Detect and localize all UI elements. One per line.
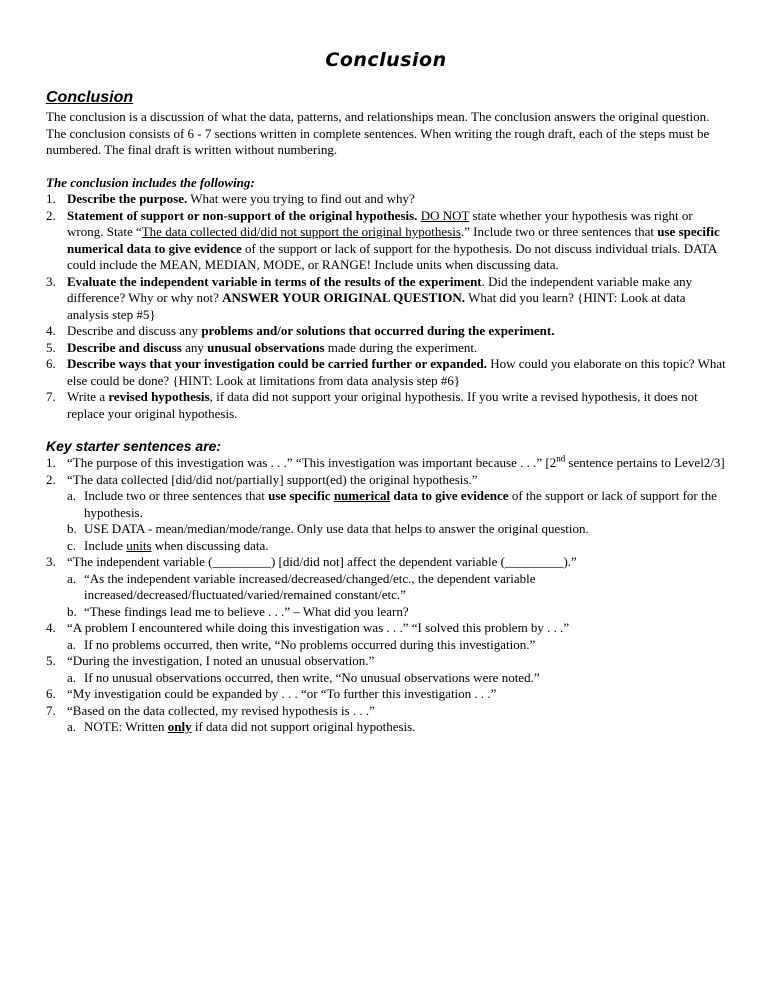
includes-heading: The conclusion includes the following: xyxy=(46,174,255,190)
item-number: 2. xyxy=(46,207,56,223)
item-underline: The data collected did/did not support the original hypothesis xyxy=(141,224,461,239)
sub-list-item xyxy=(67,719,726,736)
item-text: of the support or lack of support for the hypothesis. Do not discuss individual trials. DATA could include the MEAN, MEDIAN, MODE, or RANGE! Include units when discussing data. xyxy=(67,240,717,272)
item-underline: DO NOT xyxy=(420,207,470,223)
item-number: 4. xyxy=(46,323,56,338)
list-item xyxy=(46,389,726,422)
item-text: “These findings lead me to believe . . .” – What did you learn? xyxy=(84,603,409,619)
sub-list-item xyxy=(67,637,726,654)
item-text: .” Include two or three sentences that xyxy=(460,224,658,239)
item-text: How could you elaborate on this topic? What else could be done? {HINT: Look at limitations from data analysis step #6} xyxy=(67,356,726,388)
sub-list xyxy=(67,670,726,687)
list-item xyxy=(46,340,726,357)
item-number: 3. xyxy=(46,273,56,289)
sub-list xyxy=(67,719,726,736)
list-item xyxy=(46,323,726,340)
list-item xyxy=(46,455,726,472)
item-text: “During the investigation, I noted an unusual observation.” xyxy=(67,653,375,668)
sub-item-letter: b. xyxy=(67,521,77,536)
item-bold: revised hypothesis xyxy=(108,389,210,404)
item-number: 1. xyxy=(46,455,56,470)
item-text: “The purpose of this investigation was . . .” “This investigation was important because . . .” [2 xyxy=(67,455,557,470)
item-number: 5. xyxy=(46,339,56,355)
list-item xyxy=(46,554,726,620)
item-text: Include two or three sentences that xyxy=(84,488,269,503)
list-item xyxy=(46,356,726,389)
item-number: 6. xyxy=(46,686,56,701)
item-text: If no problems occurred, then write, “No problems occurred during this investigation.” xyxy=(84,636,536,652)
item-bold: data to give evidence xyxy=(390,488,509,503)
list-item xyxy=(46,686,726,703)
item-text: of the support or lack of support for the hypothesis. xyxy=(84,488,717,520)
sub-item-letter: a. xyxy=(67,669,77,685)
item-text: Describe and discuss any xyxy=(67,323,202,338)
list-item xyxy=(46,208,726,274)
item-bold: unusual observations xyxy=(207,339,325,355)
item-text: sentence pertains to Level2/3] xyxy=(565,455,725,470)
item-text: , if data did not support your original hypothesis. If you write a revised hypothesis, it does not replace your original hypothesis. xyxy=(67,389,698,421)
item-number: 1. xyxy=(46,191,56,206)
sub-item-letter: a. xyxy=(67,488,77,503)
item-number: 2. xyxy=(46,471,56,487)
item-text: any xyxy=(181,339,208,355)
item-number: 3. xyxy=(46,554,56,569)
item-text: “My investigation could be expanded by . . . “or “To further this investigation . . .” xyxy=(67,686,497,701)
item-text: state whether your hypothesis was right or wrong. State “ xyxy=(67,207,693,239)
item-text: “Based on the data collected, my revised hypothesis is . . .” xyxy=(67,702,375,718)
item-bold: Evaluate the independent variable in terms of the results of the experiment xyxy=(67,273,482,289)
item-text: NOTE: Written xyxy=(84,719,168,734)
sub-list-item xyxy=(67,538,726,555)
item-underline: units xyxy=(126,537,152,553)
sub-list xyxy=(67,637,726,654)
item-bold-underline: only xyxy=(167,719,192,734)
item-superscript: nd xyxy=(556,453,566,464)
item-bold: Statement of support or non-support of the original hypothesis. xyxy=(67,207,418,223)
includes-list xyxy=(46,191,726,422)
item-text: “As the independent variable increased/decreased/changed/etc., the dependent variable increased/decreased/fluctuated/varied/remained constant/etc.” xyxy=(84,570,536,602)
item-number: 4. xyxy=(46,620,56,635)
sub-item-letter: a. xyxy=(67,719,77,734)
sub-list-item xyxy=(67,521,726,538)
item-bold: use specific xyxy=(268,488,334,503)
list-item xyxy=(46,191,726,208)
item-number: 5. xyxy=(46,653,56,668)
item-bold: Describe ways that your investigation could be carried further or expanded. xyxy=(67,356,487,371)
item-text: when discussing data. xyxy=(151,537,269,553)
item-text: USE DATA - mean/median/mode/range. Only use data that helps to answer the original question. xyxy=(84,521,589,536)
sub-item-letter: a. xyxy=(67,570,77,586)
item-bold: Describe the purpose. xyxy=(67,191,188,206)
item-text: Include xyxy=(84,537,127,553)
item-text: What did you learn? {HINT: Look at data analysis step #5} xyxy=(67,290,686,322)
sub-list xyxy=(67,488,726,554)
section-heading: Conclusion xyxy=(46,89,134,106)
item-text: If no unusual observations occurred, then write, “No unusual observations were noted.” xyxy=(84,669,540,685)
document-page xyxy=(46,48,726,736)
sub-list-item xyxy=(67,670,726,687)
item-text: “The independent variable (_________) [did/did not] affect the dependent variable (_________).” xyxy=(67,554,577,569)
item-text: “The data collected [did/did not/partially] support(ed) the original hypothesis.” xyxy=(67,471,478,487)
starters-list xyxy=(46,455,726,736)
item-text: made during the experiment. xyxy=(324,339,478,355)
list-item xyxy=(46,620,726,653)
item-number: 6. xyxy=(46,356,56,371)
item-text: What were you trying to find out and why? xyxy=(187,191,415,206)
starters-heading: Key starter sentences are: xyxy=(46,438,222,454)
item-bold-underline: numerical xyxy=(333,488,391,503)
list-item xyxy=(46,703,726,736)
intro-paragraph: The conclusion is a discussion of what the data, patterns, and relationships mean. The conclusion answers the original question. The conclusion consists of 6 - 7 sections written in complete sentences. When writing the rough draft, each of the steps must be numbered. The final draft is written without numbering. xyxy=(46,109,710,157)
sub-list xyxy=(67,571,726,621)
item-text: Write a xyxy=(67,389,109,404)
item-bold: Describe and discuss xyxy=(67,339,182,355)
list-item xyxy=(46,274,726,324)
item-bold: problems and/or solutions that occurred during the experiment. xyxy=(201,323,555,338)
list-item xyxy=(46,472,726,555)
sub-list-item xyxy=(67,604,726,621)
item-text: if data did not support original hypothesis. xyxy=(191,719,416,734)
item-text: . Did the independent variable make any difference? Why or why not? xyxy=(67,273,693,305)
item-number: 7. xyxy=(46,702,56,718)
item-bold: use specific numerical data to give evidence xyxy=(67,224,720,256)
list-item xyxy=(46,653,726,686)
sub-item-letter: b. xyxy=(67,603,77,619)
item-number: 7. xyxy=(46,389,56,404)
page-title: Conclusion xyxy=(325,49,447,71)
sub-item-letter: a. xyxy=(67,636,77,652)
item-text: “A problem I encountered while doing this investigation was . . .” “I solved this problem by . . .” xyxy=(67,620,570,635)
sub-item-letter: c. xyxy=(67,537,77,553)
item-bold: ANSWER YOUR ORIGINAL QUESTION. xyxy=(222,290,466,305)
sub-list-item xyxy=(67,488,726,521)
sub-list-item xyxy=(67,571,726,604)
